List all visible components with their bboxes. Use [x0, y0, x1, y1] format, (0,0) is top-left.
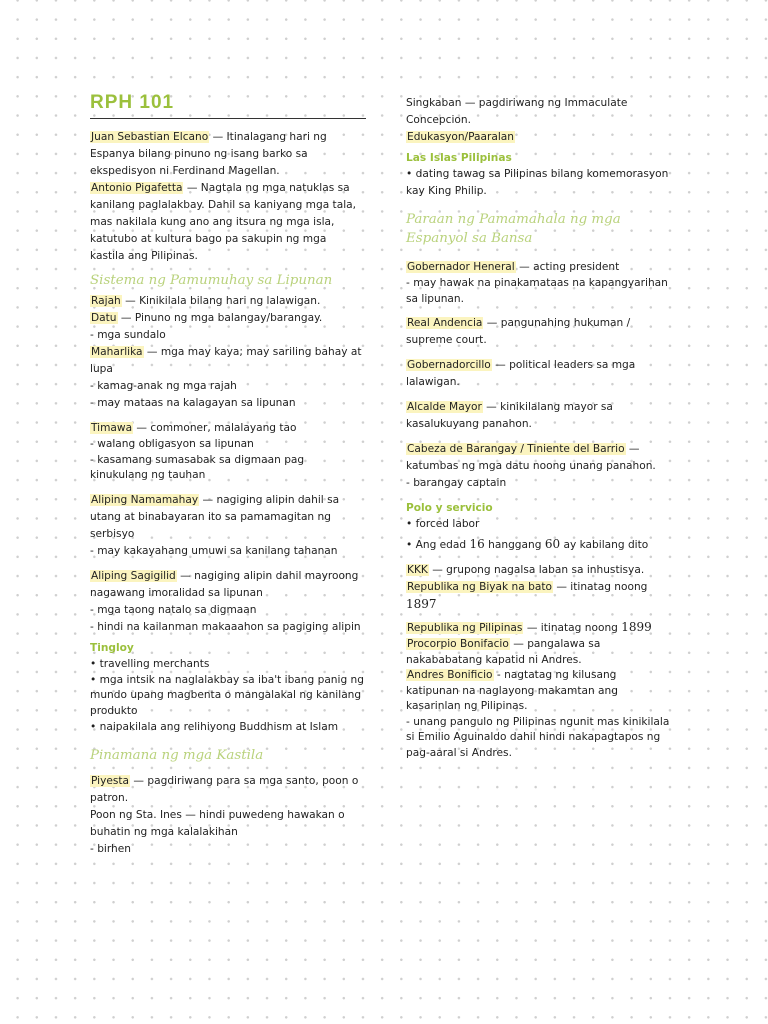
timawa-entry	[90, 420, 364, 437]
definition: — Nagtala ng mga natuklas sa kanilang paglalakbay. Dahil sa kaniyang mga tala, mas nakilala kung ano ang itsura ng mga isla, katutubo at kultura bago pa sakupin ng mga kastila ang Pilipinas.	[90, 182, 357, 262]
definition: — nagiging alipin dahil sa utang at binabayaran ito sa pamamagitan ng serbisyo	[90, 493, 340, 540]
year-number: 1899	[621, 620, 652, 634]
definition: — nagiging alipin dahil mayroong nagawang imoralidad sa lipunan	[90, 569, 359, 599]
definition: — Itinalagang hari ng Espanya bilang pinuno ng isang barko sa ekspedisyon ni Ferdinand Magellan.	[90, 131, 327, 177]
datu-entry	[90, 310, 364, 327]
polo-bullet: • forced labor	[406, 518, 480, 530]
cabeza-note: - barangay captain	[406, 477, 507, 489]
term-highlight: Datu	[91, 312, 117, 324]
definition: — itinatag noong	[523, 622, 622, 634]
age-number: 60	[544, 537, 561, 551]
definition: — pangalawa sa nakababatang kapatid ni Andres.	[406, 638, 601, 666]
section-heading-paraan: Paraan ng Pamamahala ng mga Espanyol sa Bansa	[406, 212, 621, 246]
term-highlight: Real Andencia	[407, 317, 483, 329]
rajah-entry	[90, 293, 364, 310]
term-highlight: Andres Bonificio	[407, 669, 493, 681]
tingloy-bullet: • travelling merchants	[90, 657, 210, 670]
sagigilid-entry	[90, 568, 364, 602]
polo-bullet: • Ang edad 16 hanggang 60 ay kabilang dito	[406, 537, 649, 551]
term-highlight: KKK	[407, 564, 428, 576]
subheading-tingloy: Tingloy	[90, 641, 134, 654]
subheading-polo: Polo y servicio	[406, 502, 493, 514]
singkaban-entry: Singkaban — pagdiriwang ng Immaculate Concepcion.	[406, 97, 628, 126]
republika-entry	[406, 619, 670, 637]
definition: - nagtatag ng kilusang katipunan na naglayong makamtan ang kasarinlan ng Pilipinas.	[406, 669, 618, 712]
datu-note: - mga sundalo	[90, 329, 166, 341]
term-highlight: Cabeza de Barangay / Tiniente del Barrio	[407, 443, 625, 455]
definition: — itinatag noong	[552, 581, 648, 593]
gobernadorcillo-entry	[406, 357, 670, 391]
section-heading-pinamana: Pinamana ng mga Kastila	[90, 748, 264, 763]
islas-bullet: • dating tawag sa Pilipinas bilang komemorasyon kay King Philip.	[406, 168, 669, 197]
term-highlight: Timawa	[91, 422, 133, 434]
right-column	[406, 95, 670, 761]
definition: — katumbas ng mga datu noong unang panahon.	[406, 443, 656, 472]
definition: — mga may kaya; may sariling bahay at lupa	[90, 346, 362, 375]
pigafetta-entry	[90, 180, 364, 265]
term-highlight: Republika ng Pilipinas	[407, 622, 523, 634]
left-column	[90, 90, 364, 858]
term-highlight: Gobernadorcillo	[407, 359, 491, 371]
namamahay-note: - may kakayahang umuwi sa kanilang tahanan	[90, 544, 338, 557]
term-highlight: Juan Sebastian Elcano	[91, 131, 209, 143]
elcano-entry	[90, 129, 364, 180]
definition: — political leaders sa mga lalawigan.	[406, 359, 636, 388]
term-highlight: Aliping Namamahay	[91, 493, 199, 506]
year-number: 1897	[406, 597, 437, 611]
term-highlight: Piyesta	[91, 775, 130, 787]
maharlika-note: - kamag-anak ng mga rajah	[90, 380, 237, 392]
andres-entry	[406, 668, 670, 715]
subheading-islas: Las Islas Pilipinas	[406, 152, 512, 164]
term-highlight: Gobernador Heneral	[407, 261, 515, 273]
sagigilid-note: - hindi na kailanman makaaahon sa pagiging alipin	[90, 620, 361, 633]
age-number: 16	[469, 537, 485, 551]
term-highlight: Rajah	[91, 295, 121, 307]
term-highlight: Republika ng Biyak na bato	[407, 581, 552, 593]
edukasyon-entry	[406, 129, 670, 146]
poon-note: - birhen	[90, 843, 131, 855]
definition: — pagdiriwang para sa mga santo, poon o patron.	[90, 775, 359, 804]
title-divider	[90, 118, 366, 119]
definition: — kinikilalang mayor sa kasalukuyang panahon.	[406, 401, 613, 430]
definition: — Kinikilala bilang hari ng lalawigan.	[121, 295, 321, 307]
definition: — Pinuno ng mga balangay/barangay.	[117, 312, 323, 324]
timawa-note: - walang obligasyon sa lipunan	[90, 438, 254, 450]
piyesta-entry	[90, 773, 364, 807]
definition: — acting president	[515, 261, 620, 273]
timawa-note: - kasamang sumasabak sa digmaan pag kinukulang ng tauhan	[90, 453, 305, 481]
page-title: RPH 101	[90, 92, 175, 113]
definition: — grupong nagalsa laban sa inhustisya.	[428, 564, 645, 576]
namamahay-entry	[90, 492, 364, 543]
biyak-entry	[406, 579, 670, 614]
term-highlight: Antonio Pigafetta	[91, 182, 183, 194]
maharlika-entry	[90, 344, 364, 378]
term-highlight: Maharlika	[91, 346, 143, 358]
tingloy-bullet: • naipakilala ang relihiyong Buddhism at Islam	[90, 721, 339, 733]
kkk-entry	[406, 562, 670, 579]
definition: — commoner, malalayang tao	[133, 422, 297, 434]
andres-note: - unang pangulo ng Pilipinas ngunit mas kinikilala si Emilio Aguinaldo dahil hindi nakapagtapos ng pag-aaral si Andres.	[406, 715, 670, 759]
tingloy-bullet: • mga intsik na naglalakbay sa iba't ibang panig ng mundo upang magbenta o mangalakal ng kanilang produkto	[90, 673, 364, 717]
definition: — pangunahing hukuman / supreme court.	[406, 317, 631, 346]
term-highlight: Alcalde Mayor	[407, 401, 482, 413]
term-highlight: Edukasyon/Paaralan	[407, 131, 515, 143]
maharlika-note: - may mataas na kalagayan sa lipunan	[90, 397, 296, 409]
real-andencia-entry	[406, 315, 670, 349]
cabeza-entry	[406, 441, 670, 475]
gobernador-entry	[406, 259, 670, 276]
section-heading-sistema: Sistema ng Pamumuhay sa Lipunan	[90, 273, 333, 288]
term-highlight: Procorpio Bonifacio	[407, 638, 509, 650]
term-highlight: Aliping Sagigilid	[91, 569, 176, 582]
alcalde-entry	[406, 399, 670, 433]
gobernador-note: - may hawak na pinakamataas na kapangyarihan sa lipunan.	[406, 277, 668, 305]
sagigilid-note: - mga taong natalo sa digmaan	[90, 603, 257, 616]
procorpio-entry	[406, 637, 670, 668]
poon-entry: Poon ng Sta. Ines — hindi puwedeng hawakan o buhatin ng mga kalalakihan	[90, 809, 345, 838]
